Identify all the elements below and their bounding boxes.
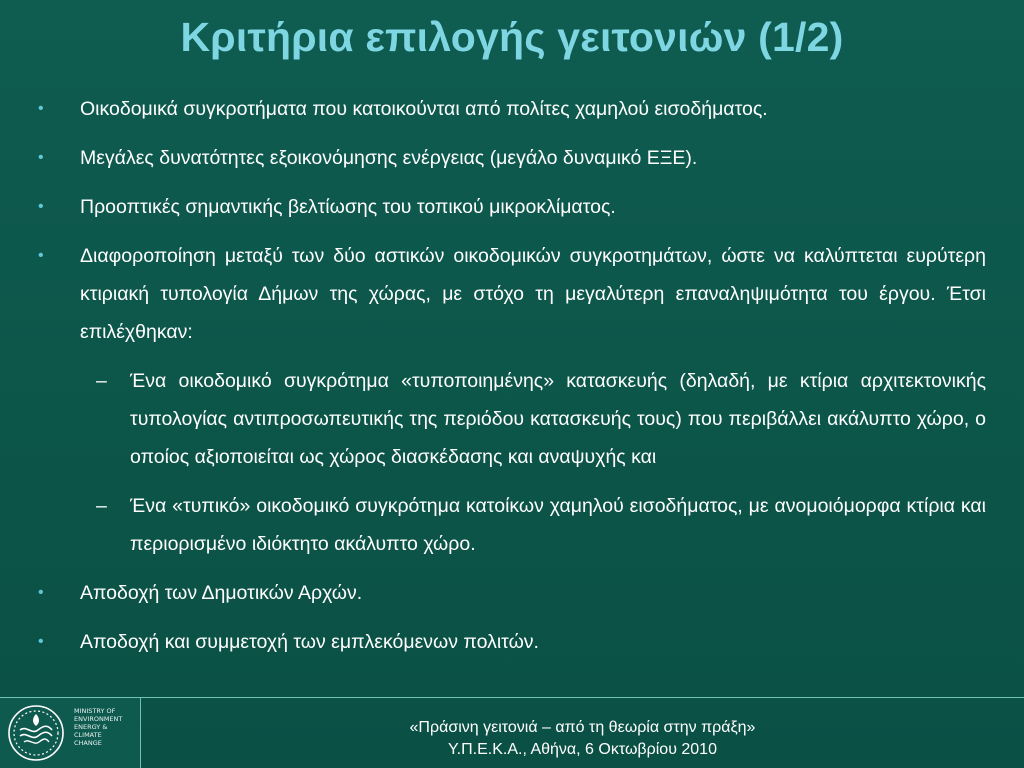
footer-divider (0, 697, 1024, 698)
bullet-text: Μεγάλες δυνατότητες εξοικονόμησης ενέργειας (μεγάλο δυναμικό ΕΞΕ). (80, 147, 698, 169)
bullet-marker: • (38, 247, 44, 264)
bullet-text: Αποδοχή και συμμετοχή των εμπλεκόμενων πολιτών. (80, 631, 539, 653)
footer-event-title: «Πράσινη γειτονιά – από τη θεωρία στην πράξη» (409, 719, 756, 736)
bullet-marker: • (38, 633, 44, 650)
ministry-name-line: CHANGE (74, 739, 102, 747)
slide-content (36, 90, 986, 672)
bullet-marker: • (38, 100, 44, 117)
bullet-item (36, 90, 986, 128)
bullet-item (36, 574, 986, 612)
bullet-item (36, 237, 986, 351)
ministry-name-line: MINISTRY OF (74, 707, 116, 715)
bullet-text: Διαφοροποίηση μεταξύ των δύο αστικών οικοδομικών συγκροτημάτων, ώστε να καλύπτεται ευρύτερη κτιριακή τυπολογία Δήμων της χώρας, με στόχο τη μεγαλύτερη επαναληψιμότητα του έργου. Έτσι επιλέχθηκαν: (80, 245, 986, 343)
sub-bullet-marker: – (96, 370, 107, 392)
bullet-item (36, 188, 986, 226)
sub-bullet-item (36, 487, 986, 563)
footer-event-date: Υ.Π.Ε.Κ.Α., Αθήνα, 6 Οκτωβρίου 2010 (448, 741, 717, 758)
ministry-logo (0, 698, 141, 768)
bullet-item (36, 139, 986, 177)
sub-bullet-item (36, 362, 986, 476)
sub-bullet-marker: – (96, 495, 107, 517)
slide-footer (0, 697, 1024, 768)
bullet-text: Οικοδομικά συγκροτήματα που κατοικούνται από πολίτες χαμηλού εισοδήματος. (80, 98, 768, 120)
slide-title: Κριτήρια επιλογής γειτονιών (1/2) (180, 14, 844, 60)
ministry-name (74, 707, 122, 747)
bullet-text: Αποδοχή των Δημοτικών Αρχών. (80, 582, 363, 604)
ministry-emblem-icon (6, 703, 66, 763)
bullet-marker: • (38, 198, 44, 215)
ministry-name-line: CLIMATE (74, 731, 102, 739)
bullet-text: Προοπτικές σημαντικής βελτίωσης του τοπικού μικροκλίματος. (80, 196, 616, 218)
bullet-item (36, 623, 986, 661)
bullet-marker: • (38, 149, 44, 166)
sub-bullet-text: Ένα «τυπικό» οικοδομικό συγκρότημα κατοίκων χαμηλού εισοδήματος, με ανομοιόμορφα κτίρια και περιορισμένο ιδιόκτητο ακάλυπτο χώρο. (130, 495, 986, 555)
bullet-marker: • (38, 584, 44, 601)
ministry-name-line: ENVIRONMENT (74, 715, 123, 723)
ministry-name-line: ENERGY & (74, 723, 108, 731)
sub-bullet-text: Ένα οικοδομικό συγκρότημα «τυποποιημένης» κατασκευής (δηλαδή, με κτίρια αρχιτεκτονικής τυπολογίας αντιπροσωπευτικής της περιόδου κατασκευής τους) που περιβάλλει ακάλυπτο χώρο, ο οποίος αξιοποιείται ως χώρος διασκέδασης και αναψυχής και (130, 370, 986, 468)
